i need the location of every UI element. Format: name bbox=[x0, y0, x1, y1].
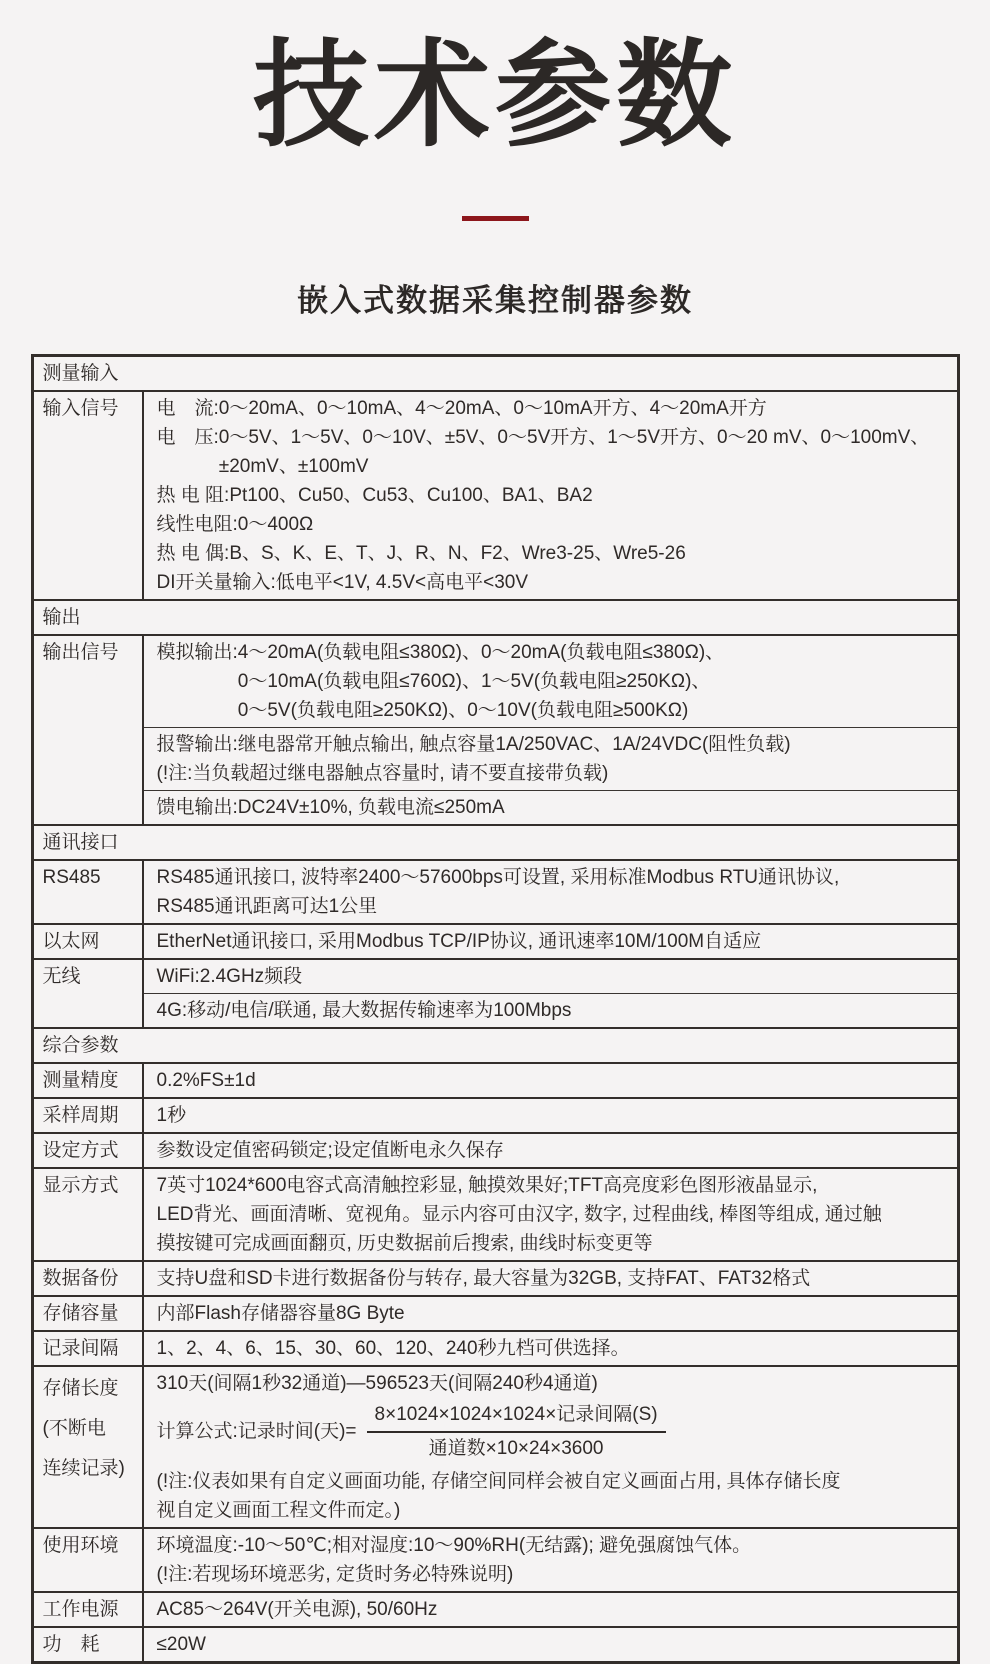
spec-line: ±20mV、±100mV bbox=[156, 456, 369, 477]
row-content bbox=[144, 1332, 957, 1365]
row-label bbox=[34, 1529, 144, 1591]
row-label bbox=[34, 861, 144, 923]
content-block bbox=[144, 1134, 957, 1167]
row-label-line: (不断电 bbox=[42, 1418, 106, 1439]
row-label bbox=[34, 1628, 144, 1661]
formula-prefix: 计算公式:记录时间(天)= bbox=[156, 1421, 357, 1442]
spec-line: 内部Flash存储器容量8G Byte bbox=[156, 1303, 405, 1324]
spec-line: 支持U盘和SD卡进行数据备份与转存, 最大容量为32GB, 支持FAT、FAT32格式 bbox=[156, 1268, 811, 1289]
row-content bbox=[144, 1593, 957, 1626]
row-content bbox=[144, 392, 957, 599]
row-label-line: RS485 bbox=[42, 867, 101, 888]
spec-line: 0～10mA(负载电阻≤760Ω)、1～5V(负载电阻≥250KΩ)、 bbox=[156, 671, 711, 692]
row-label-line: 测量精度 bbox=[42, 1070, 119, 1091]
spec-line: 线性电阻:0～400Ω bbox=[156, 514, 314, 535]
page-title: 技术参数 bbox=[253, 30, 737, 160]
row-label-line: 输出信号 bbox=[42, 642, 119, 663]
row-label-line: 设定方式 bbox=[42, 1140, 119, 1161]
spec-row bbox=[34, 1062, 957, 1097]
fraction-numerator: 8×1024×1024×1024×记录间隔(S) bbox=[367, 1400, 666, 1433]
row-label-line: 以太网 bbox=[42, 931, 100, 952]
section-row bbox=[34, 1027, 957, 1062]
spec-row bbox=[34, 1167, 957, 1260]
spec-table bbox=[31, 354, 960, 1664]
spec-line: WiFi:2.4GHz频段 bbox=[156, 966, 303, 987]
spec-line: 1、2、4、6、15、30、60、120、240秒九档可供选择。 bbox=[156, 1338, 630, 1359]
spec-line: AC85～264V(开关电源), 50/60Hz bbox=[156, 1599, 438, 1620]
row-label-line: 存储容量 bbox=[42, 1303, 119, 1324]
spec-row bbox=[34, 859, 957, 923]
row-content bbox=[144, 1367, 957, 1527]
row-label bbox=[34, 925, 144, 958]
spec-row bbox=[34, 634, 957, 824]
spec-line: 7英寸1024*600电容式高清触控彩显, 触摸效果好;TFT高亮度彩色图形液晶显示, bbox=[156, 1175, 818, 1196]
spec-line: 参数设定值密码锁定;设定值断电永久保存 bbox=[156, 1140, 504, 1161]
spec-line: 4G:移动/电信/联通, 最大数据传输速率为100Mbps bbox=[156, 1000, 572, 1021]
spec-line: ≤20W bbox=[156, 1634, 206, 1655]
row-label bbox=[34, 1367, 144, 1527]
row-label-line: 输入信号 bbox=[42, 398, 119, 419]
spec-line: 摸按键可完成画面翻页, 历史数据前后搜索, 曲线时标变更等 bbox=[156, 1233, 653, 1254]
spec-row bbox=[34, 958, 957, 1027]
row-label bbox=[34, 1169, 144, 1260]
page-subtitle: 嵌入式数据采集控制器参数 bbox=[297, 283, 693, 318]
spec-line: 310天(间隔1秒32通道)—596523天(间隔240秒4通道) bbox=[156, 1373, 598, 1394]
row-label bbox=[34, 1332, 144, 1365]
spec-row bbox=[34, 1295, 957, 1330]
row-content bbox=[144, 960, 957, 1027]
content-block bbox=[144, 1064, 957, 1097]
row-label bbox=[34, 1099, 144, 1132]
row-content bbox=[144, 1297, 957, 1330]
row-label-line: 无线 bbox=[42, 966, 81, 987]
row-content bbox=[144, 1169, 957, 1260]
content-block bbox=[144, 1332, 957, 1365]
row-label-line: 记录间隔 bbox=[42, 1338, 119, 1359]
row-label-line: 连续记录) bbox=[42, 1458, 125, 1479]
spec-row bbox=[34, 1260, 957, 1295]
row-label bbox=[34, 1064, 144, 1097]
row-content bbox=[144, 861, 957, 923]
row-label bbox=[34, 1134, 144, 1167]
spec-line: LED背光、画面清晰、宽视角。显示内容可由汉字, 数字, 过程曲线, 棒图等组成, 通过触 bbox=[156, 1204, 882, 1225]
content-block bbox=[144, 960, 957, 993]
spec-line: DI开关量输入:低电平<1V, 4.5V<高电平<30V bbox=[156, 572, 529, 593]
spec-row bbox=[34, 1591, 957, 1626]
section-label: 通讯接口 bbox=[42, 832, 119, 853]
row-content bbox=[144, 925, 957, 958]
spec-row bbox=[34, 1132, 957, 1167]
row-label-line: 工作电源 bbox=[42, 1599, 119, 1620]
section-row bbox=[34, 357, 957, 390]
content-block bbox=[144, 993, 957, 1027]
spec-row bbox=[34, 1097, 957, 1132]
spec-row bbox=[34, 390, 957, 599]
content-block bbox=[144, 925, 957, 958]
spec-row bbox=[34, 1330, 957, 1365]
formula-line bbox=[144, 1400, 957, 1463]
spec-line: 热 电 阻:Pt100、Cu50、Cu53、Cu100、BA1、BA2 bbox=[156, 485, 593, 506]
row-label bbox=[34, 1297, 144, 1330]
row-label bbox=[34, 392, 144, 599]
spec-line: 环境温度:-10～50℃;相对湿度:10～90%RH(无结露); 避免强腐蚀气体。 bbox=[156, 1535, 752, 1556]
spec-line: (!注:仪表如果有自定义画面功能, 存储空间同样会被自定义画面占用, 具体存储长度 bbox=[156, 1471, 841, 1492]
content-block bbox=[144, 727, 957, 790]
spec-line: 电 流:0～20mA、0～10mA、4～20mA、0～10mA开方、4～20mA开方 bbox=[156, 398, 767, 419]
row-content bbox=[144, 1262, 957, 1295]
spec-line: EtherNet通讯接口, 采用Modbus TCP/IP协议, 通讯速率10M/100M自适应 bbox=[156, 931, 762, 952]
row-label-line: 存储长度 bbox=[42, 1378, 119, 1399]
spec-line: 馈电输出:DC24V±10%, 负载电流≤250mA bbox=[156, 797, 505, 818]
content-block bbox=[144, 1628, 957, 1661]
row-label-line: 数据备份 bbox=[42, 1268, 119, 1289]
row-content bbox=[144, 1064, 957, 1097]
spec-row bbox=[34, 923, 957, 958]
spec-line: 1秒 bbox=[156, 1105, 187, 1126]
row-content bbox=[144, 1529, 957, 1591]
formula-fraction bbox=[367, 1400, 666, 1463]
content-block bbox=[144, 1099, 957, 1132]
section-label: 测量输入 bbox=[42, 363, 119, 384]
row-label-line: 显示方式 bbox=[42, 1175, 119, 1196]
row-label bbox=[34, 1262, 144, 1295]
row-label-line: 使用环境 bbox=[42, 1535, 119, 1556]
spec-line: (!注:当负载超过继电器触点容量时, 请不要直接带负载) bbox=[156, 763, 609, 784]
spec-line: RS485通讯接口, 波特率2400～57600bps可设置, 采用标准Modbus RTU通讯协议, bbox=[156, 867, 840, 888]
row-label bbox=[34, 636, 144, 824]
section-label: 输出 bbox=[42, 607, 81, 628]
spec-line: 0.2%FS±1d bbox=[156, 1070, 256, 1091]
content-block bbox=[144, 861, 957, 923]
content-block bbox=[144, 790, 957, 824]
content-block bbox=[144, 1169, 957, 1260]
spec-line: (!注:若现场环境恶劣, 定货时务必特殊说明) bbox=[156, 1564, 514, 1585]
spec-line: 0～5V(负载电阻≥250KΩ)、0～10V(负载电阻≥500KΩ) bbox=[156, 700, 689, 721]
spec-line: 模拟输出:4～20mA(负载电阻≤380Ω)、0～20mA(负载电阻≤380Ω)、 bbox=[156, 642, 725, 663]
spec-row bbox=[34, 1626, 957, 1661]
spec-line: 视自定义画面工程文件而定。) bbox=[156, 1500, 401, 1521]
row-content bbox=[144, 1628, 957, 1661]
section-row bbox=[34, 599, 957, 634]
row-label-line: 功 耗 bbox=[42, 1634, 100, 1655]
spec-line: 电 压:0～5V、1～5V、0～10V、±5V、0～5V开方、1～5V开方、0～20 mV、0～100mV、 bbox=[156, 427, 930, 448]
spec-row bbox=[34, 1365, 957, 1527]
content-block bbox=[144, 1529, 957, 1591]
content-block bbox=[144, 1262, 957, 1295]
content-block bbox=[144, 636, 957, 727]
row-label bbox=[34, 960, 144, 1027]
content-block bbox=[144, 392, 957, 599]
section-label: 综合参数 bbox=[42, 1035, 119, 1056]
spec-line: 报警输出:继电器常开触点输出, 触点容量1A/250VAC、1A/24VDC(阻性负载) bbox=[156, 734, 791, 755]
row-content bbox=[144, 636, 957, 824]
row-label-line: 采样周期 bbox=[42, 1105, 119, 1126]
content-block bbox=[144, 1367, 957, 1527]
content-block bbox=[144, 1593, 957, 1626]
title-divider bbox=[462, 216, 529, 221]
section-row bbox=[34, 824, 957, 859]
spec-row bbox=[34, 1527, 957, 1591]
spec-line: RS485通讯距离可达1公里 bbox=[156, 896, 378, 917]
fraction-denominator: 通道数×10×24×3600 bbox=[428, 1438, 604, 1459]
spec-line: 热 电 偶:B、S、K、E、T、J、R、N、F2、Wre3-25、Wre5-26 bbox=[156, 543, 686, 564]
row-label bbox=[34, 1593, 144, 1626]
row-content bbox=[144, 1099, 957, 1132]
row-content bbox=[144, 1134, 957, 1167]
content-block bbox=[144, 1297, 957, 1330]
